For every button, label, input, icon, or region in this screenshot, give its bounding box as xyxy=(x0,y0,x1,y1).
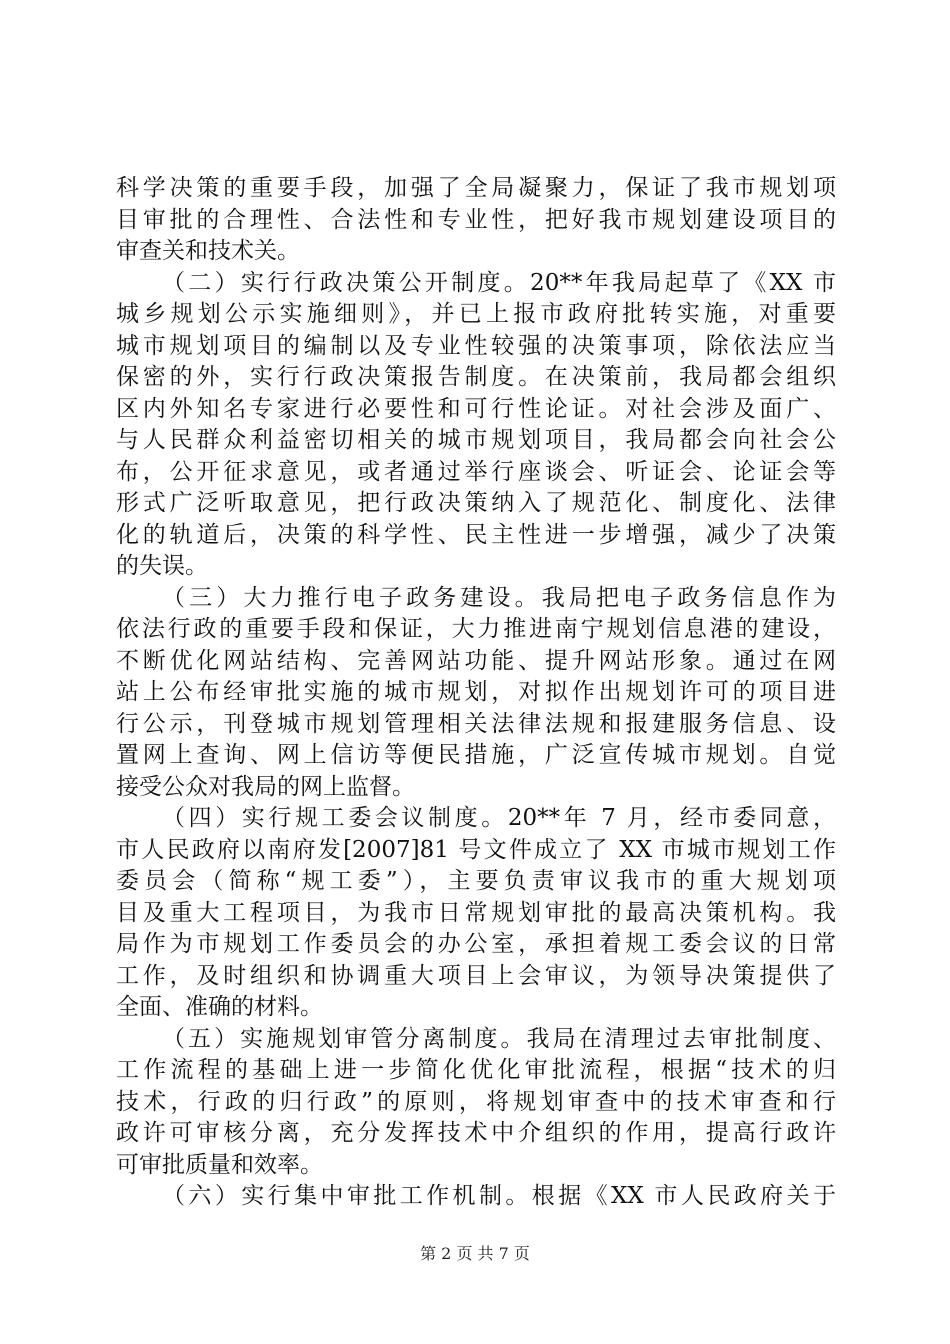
text-line: 置网上查询、网上信访等便民措施，广泛宣传城市规划。自觉 xyxy=(116,742,836,768)
text-line: 行公示，刊登城市规划管理相关法律法规和报建服务信息、设 xyxy=(116,710,836,737)
text-line: 保密的外，实行行政决策报告制度。在决策前，我局都会组织 xyxy=(116,364,836,390)
section-4-heading-line: （四）实行规工委会议制度。20**年 7 月，经市委同意， xyxy=(162,805,836,831)
text-line: 工作，及时组织和协调重大项目上会审议，为领导决策提供了 xyxy=(116,962,836,989)
text-line: 局作为市规划工作委员会的办公室，承担着规工委会议的日常 xyxy=(116,931,836,957)
text-line: 技术，行政的归行政”的原则，将规划审查中的技术审查和行 xyxy=(116,1088,836,1115)
text-line: 与人民群众利益密切相关的城市规划项目，我局都会向社会公 xyxy=(116,427,836,453)
text-line: 的失误。 xyxy=(116,553,208,579)
text-line: 市人民政府以南府发[2007]81 号文件成立了 XX 市城市规划工作 xyxy=(116,836,836,863)
page-footer xyxy=(0,1244,950,1264)
section-5-heading-line: （五）实施规划审管分离制度。我局在清理过去审批制度、 xyxy=(162,1025,836,1052)
page-number: 第 2 页 共 7 页 xyxy=(420,1244,530,1263)
section-6-heading-line: （六）实行集中审批工作机制。根据《XX 市人民政府关于 xyxy=(162,1183,836,1209)
text-line: 站上公布经审批实施的城市规划，对拟作出规划许可的项目进 xyxy=(116,679,836,705)
text-line: 目审批的合理性、合法性和专业性，把好我市规划建设项目的 xyxy=(116,206,836,233)
text-line: 政许可审核分离，充分发挥技术中介组织的作用，提高行政许 xyxy=(116,1120,836,1146)
section-3-heading-line: （三）大力推行电子政务建设。我局把电子政务信息作为 xyxy=(162,584,836,611)
document-body xyxy=(116,173,836,1213)
text-line: 接受公众对我局的网上监督。 xyxy=(116,773,415,800)
text-line: 目及重大工程项目，为我市日常规划审批的最高决策机构。我 xyxy=(116,899,836,926)
text-line: 形式广泛听取意见，把行政决策纳入了规范化、制度化、法律 xyxy=(116,490,836,516)
text-line: 化的轨道后，决策的科学性、民主性进一步增强，减少了决策 xyxy=(116,521,836,548)
text-line: 工作流程的基础上进一步简化优化审批流程，根据“技术的归 xyxy=(116,1057,836,1083)
text-line: 依法行政的重要手段和保证，大力推进南宁规划信息港的建设， xyxy=(116,616,836,642)
text-line: 布，公开征求意见，或者通过举行座谈会、听证会、论证会等 xyxy=(116,458,836,485)
text-line: 可审批质量和效率。 xyxy=(116,1151,323,1178)
text-line: 区内外知名专家进行必要性和可行性论证。对社会涉及面广、 xyxy=(116,395,836,422)
section-2-heading-line: （二）实行行政决策公开制度。20**年我局起草了《XX 市 xyxy=(162,269,836,296)
text-line: 委员会（简称“规工委”），主要负责审议我市的重大规划项 xyxy=(116,868,836,894)
text-line: 城乡规划公示实施细则》，并已上报市政府批转实施，对重要 xyxy=(116,301,836,327)
text-line: 全面、准确的材料。 xyxy=(116,994,323,1020)
text-line: 不断优化网站结构、完善网站功能、提升网站形象。通过在网 xyxy=(116,647,836,674)
text-line: 科学决策的重要手段，加强了全局凝聚力，保证了我市规划项 xyxy=(116,175,836,201)
text-line: 审查关和技术关。 xyxy=(116,238,300,264)
text-line: 城市规划项目的编制以及专业性较强的决策事项，除依法应当 xyxy=(116,332,836,359)
